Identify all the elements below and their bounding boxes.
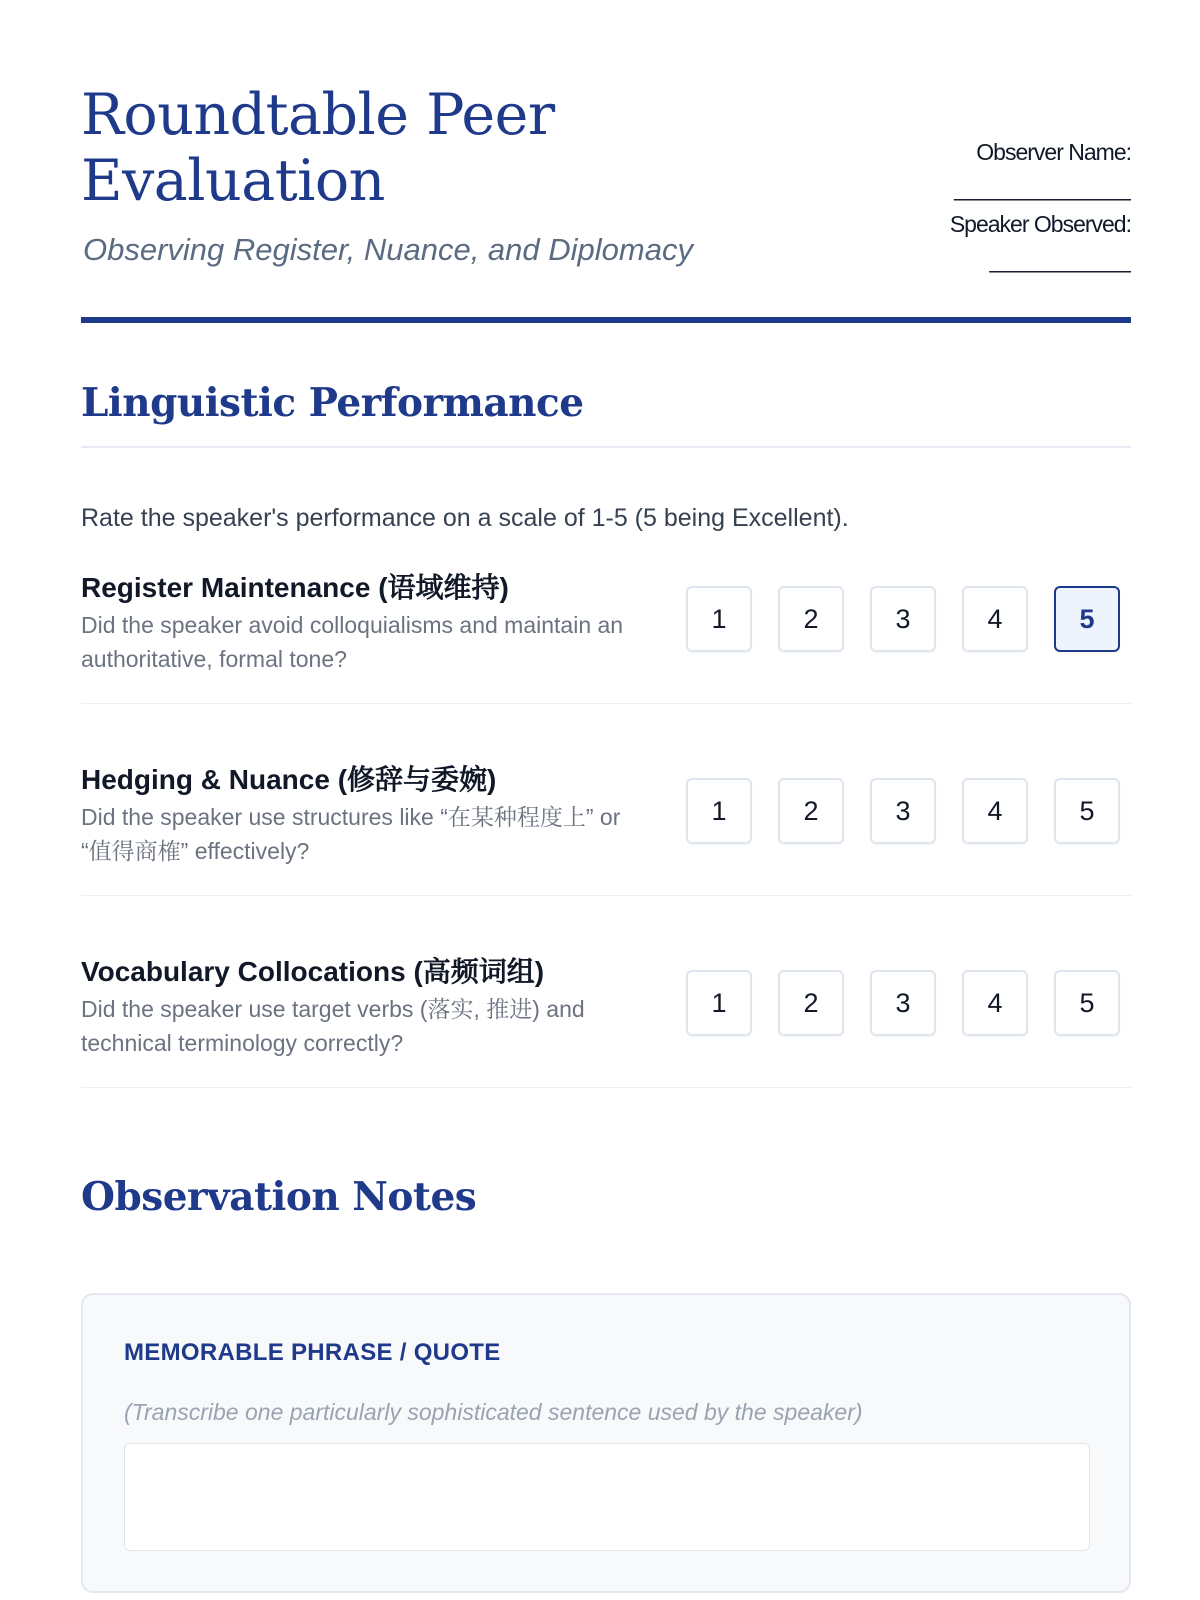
- page-subtitle: Observing Register, Nuance, and Diplomacy: [83, 232, 693, 267]
- criterion-description: Did the speaker avoid colloquialisms and maintain an authoritative, formal tone?: [81, 612, 624, 672]
- observer-meta: [891, 134, 1131, 278]
- speaker-observed-label: Speaker Observed:: [949, 211, 1131, 237]
- rating-option-1[interactable]: 1: [686, 970, 752, 1036]
- criterion-title: Vocabulary Collocations (高频词组): [81, 956, 545, 987]
- evaluation-form: [81, 0, 1131, 1600]
- rating-option-2[interactable]: 2: [778, 586, 844, 652]
- criterion-row: [81, 950, 1131, 1088]
- rating-option-3[interactable]: 3: [870, 778, 936, 844]
- criterion-description: Did the speaker use structures like “在某种程度上” or “值得商榷” effectively?: [81, 804, 621, 864]
- section-title-linguistic: Linguistic Performance: [81, 380, 584, 426]
- rating-scale: [686, 586, 1131, 652]
- rating-instructions: Rate the speaker's performance on a scale of 1-5 (5 being Excellent).: [81, 504, 849, 532]
- rating-option-5[interactable]: 5: [1054, 778, 1120, 844]
- criterion-title: Hedging & Nuance (修辞与委婉): [81, 764, 497, 795]
- header-rule: [81, 317, 1131, 323]
- observer-name-field[interactable]: _______________: [954, 175, 1131, 201]
- rating-option-2[interactable]: 2: [778, 970, 844, 1036]
- criterion-row: [81, 566, 1131, 704]
- rating-option-4[interactable]: 4: [962, 970, 1028, 1036]
- memorable-phrase-input[interactable]: [124, 1443, 1090, 1551]
- criterion-row: [81, 758, 1131, 896]
- rating-option-1[interactable]: 1: [686, 586, 752, 652]
- observer-name-label: Observer Name:: [976, 139, 1131, 165]
- section-title-notes: Observation Notes: [81, 1174, 477, 1220]
- memorable-phrase-label: MEMORABLE PHRASE / QUOTE: [124, 1339, 501, 1366]
- rating-option-1[interactable]: 1: [686, 778, 752, 844]
- rating-option-3[interactable]: 3: [870, 586, 936, 652]
- rating-option-4[interactable]: 4: [962, 778, 1028, 844]
- rating-option-4[interactable]: 4: [962, 586, 1028, 652]
- memorable-phrase-hint: (Transcribe one particularly sophisticated sentence used by the speaker): [124, 1399, 863, 1425]
- page-title: Roundtable Peer Evaluation: [81, 82, 555, 214]
- speaker-observed-field[interactable]: ____________: [989, 247, 1131, 273]
- memorable-phrase-card: [81, 1293, 1131, 1593]
- rating-scale: [686, 970, 1131, 1036]
- criterion-description: Did the speaker use target verbs (落实, 推进) and technical terminology correctly?: [81, 996, 585, 1056]
- rating-option-5[interactable]: 5: [1054, 970, 1120, 1036]
- section-divider: [81, 446, 1131, 448]
- header: [81, 82, 1131, 322]
- rating-option-3[interactable]: 3: [870, 970, 936, 1036]
- rating-option-2[interactable]: 2: [778, 778, 844, 844]
- criterion-title: Register Maintenance (语域维持): [81, 572, 509, 603]
- rating-scale: [686, 778, 1131, 844]
- rating-option-5[interactable]: 5: [1054, 586, 1120, 652]
